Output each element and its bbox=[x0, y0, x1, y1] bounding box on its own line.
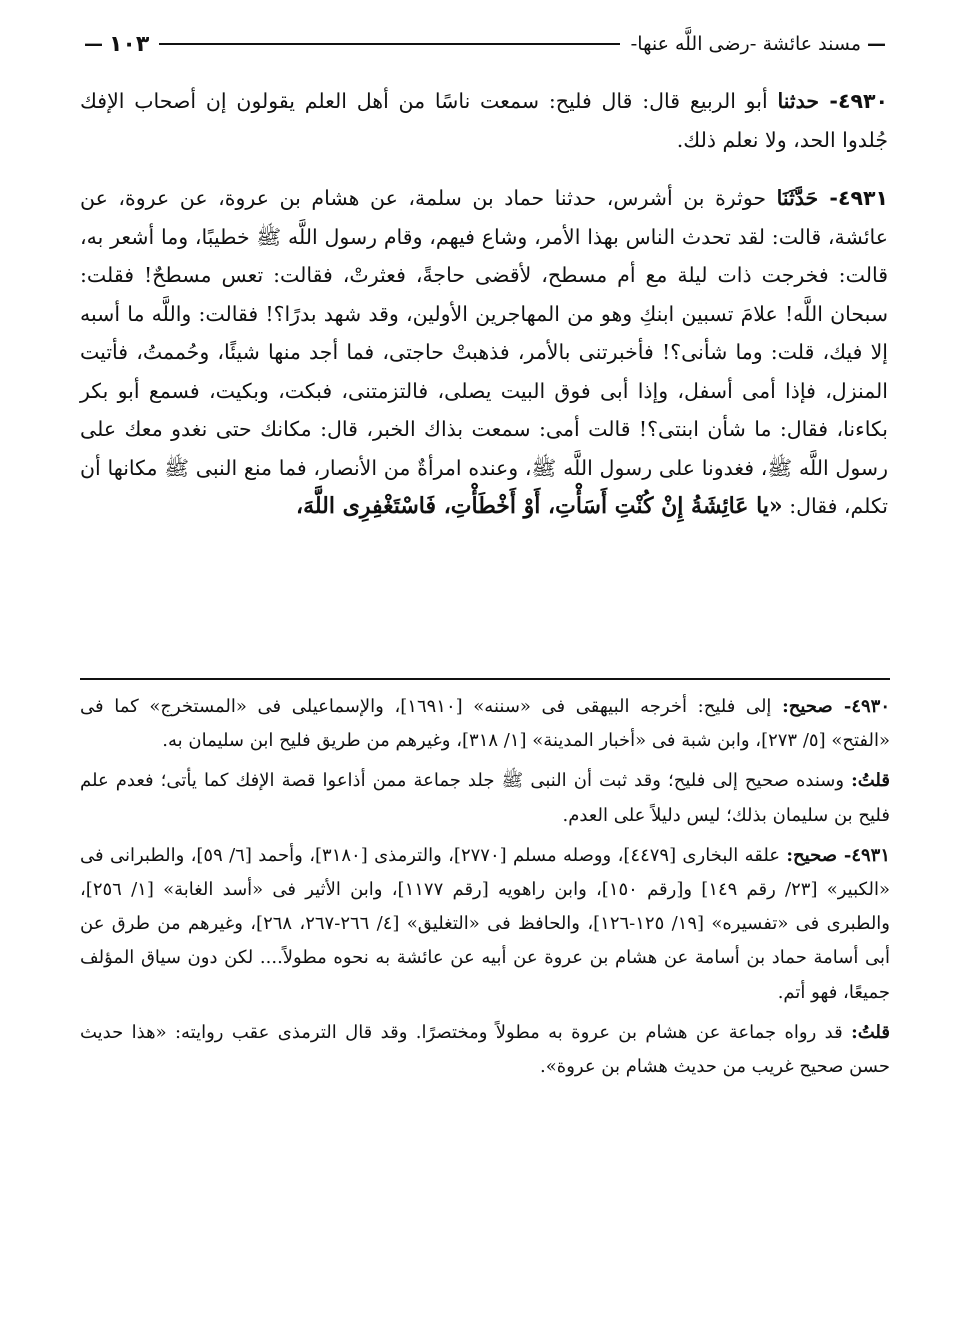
footnote-label: قلتُ: bbox=[851, 1021, 890, 1043]
header-rule bbox=[159, 43, 620, 45]
footnote-text: قد رواه جماعة عن هشام بن عروة به مطولاً ومختصرًا. وقد قال الترمذى عقب روايته: «هذا حديث حسن صحيح غريب من حديث هشام بن عروة». bbox=[80, 1021, 890, 1078]
number-dash: - bbox=[818, 186, 838, 210]
page-number: ١٠٣ bbox=[109, 31, 150, 57]
hadith-quote: «يا عَائِشَةُ إِنْ كُنْتِ أَسَأْتِ، أَوْ أَخْطَأْتِ، فَاسْتَغْفِرِى اللَّهَ، bbox=[295, 493, 783, 519]
footnote-label: ٤٩٣٠- صحيح: bbox=[782, 696, 890, 717]
hadith-number: ٤٩٣١ bbox=[837, 186, 888, 210]
footnote-label: قلتُ: bbox=[851, 770, 890, 792]
footnote-text: وسنده صحيح إلى فليح؛ وقد ثبت أن النبى ﷺ جلد جماعة ممن أذاعوا قصة الإفك كما يأتى؛ فعدم علم فليح بن سليمان بذلك؛ ليس دليلاً على العدم. bbox=[80, 770, 890, 826]
footnote-text: إلى فليح: أخرجه البيهقى فى «سننه» [١٦٩١٠]، والإسماعيلى فى «المستخرج» كما فى «الفتح» [٥/ ٢٧٣]، وابن شبة فى «أخبار المدينة» [١/ ٣١٨]، وغيرهم من طريق فليح ابن سليمان به. bbox=[80, 696, 890, 752]
footnote-text: علقه البخارى [٤٤٧٩]، ووصله مسلم [٢٧٧٠]، والترمذى [٣١٨٠]، وأحمد [٦/ ٥٩]، والطبرانى فى «الكبير» [٢٣/ رقم ١٤٩] و[رقم ١٥٠]، وابن راهويه [رقم ١١٧٧]، وابن الأثير فى «أسد الغابة» [١/ ٢٥٦]، والطبرى فى «تفسيره» [١٩/ ١٢٥-١٢٦]، والحافظ فى «التغليق» [٤/ ٢٦٦-٢٦٧، ٢٦٨]، وغيرهم من طرق عن أبى أسامة حماد بن أسامة عن هشام بن عروة عن أبيه عن عائشة به نحوه مطولاً.... لكن دون سياق المؤلف جميعًا، فهو أتم. bbox=[80, 844, 890, 1003]
number-dash: - bbox=[819, 89, 838, 113]
footnote-4931 bbox=[80, 839, 890, 1010]
footnote-4931-note bbox=[80, 1016, 890, 1084]
footnote-label: ٤٩٣١- صحيح: bbox=[786, 844, 890, 866]
main-text bbox=[80, 82, 888, 526]
hadith-text: أبو الربيع قال: قال فليح: سمعت ناسًا من أهل العلم يقولون إن أصحاب الإفك جُلدوا الحد، ولا نعلم ذلك. bbox=[80, 89, 888, 152]
running-title: مسند عائشة -رضى اللَّه عنها- bbox=[630, 33, 861, 55]
hadith-lead: حَدَّثَنَا bbox=[776, 186, 819, 210]
footnote-separator bbox=[80, 678, 890, 680]
footnote-4930-note bbox=[80, 764, 890, 832]
hadith-4931 bbox=[80, 179, 888, 526]
header-dash-right: — bbox=[867, 33, 886, 55]
footnote-4930 bbox=[80, 690, 890, 758]
footnotes bbox=[80, 690, 890, 1084]
hadith-text: حوثرة بن أشرس، حدثنا حماد بن سلمة، عن هشام بن عروة، عن عروة، عن عائشة، قالت: لقد تحدث الناس بهذا الأمر، وشاع فيهم، وقام رسول اللَّه ﷺ خطيبًا، وما أشعر به، قالت: فخرجت ذات ليلة مع أم مسطح، لأقضى حاجةً، فعثرتْ، فقالت: تعس مسطحٌ! فقلت: سبحان اللَّه! علامَ تسبين ابنكِ وهو من المهاجرين الأولين، وقد شهد بدرًا؟! فقالت: واللَّه ما أسبه إلا فيك، قلت: وما شأنى؟! فأخبرتنى بالأمر، فذهبتْ حاجتى، فما أجد منها شيئًا، وحُممتُ، فأتيت المنزل، فإذا أمى أسفل، وإذا أبى فوق البيت يصلى، فالتزمتنى، فبكت، وبكيت، فسمع أبو بكر بكاءنا، فقال: ما شأن ابنتى؟! قالت أمى: سمعت بذاك الخبر، قال: مكانك حتى نغدو معك على رسول اللَّه ﷺ، فغدونا على رسول اللَّه ﷺ، وعنده امرأةٌ من الأنصار، فما منع النبى ﷺ مكانها أن تكلم، فقال: bbox=[80, 186, 888, 518]
hadith-number: ٤٩٣٠ bbox=[837, 89, 888, 113]
header-dash-left: — bbox=[84, 33, 103, 55]
page-header bbox=[78, 22, 892, 66]
hadith-4930 bbox=[80, 82, 888, 159]
hadith-lead: حدثنا bbox=[777, 89, 820, 113]
